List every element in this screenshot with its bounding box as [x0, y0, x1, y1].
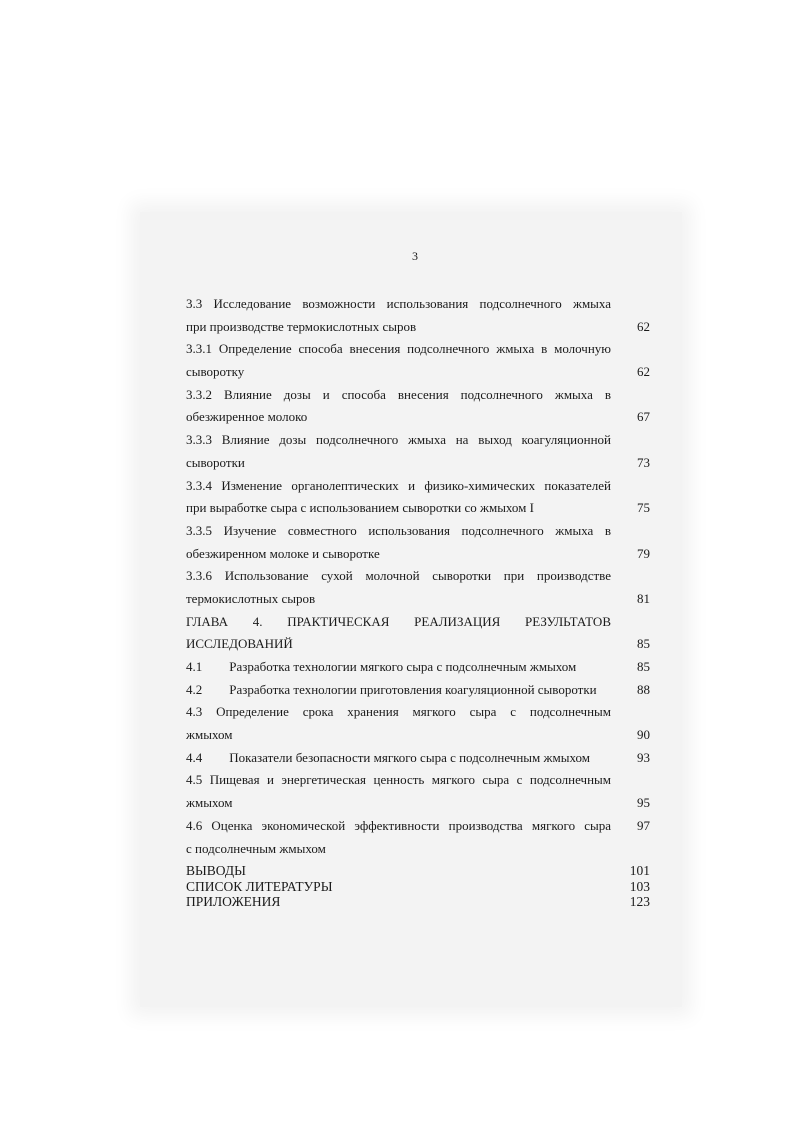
toc-entry-line2: термокислотных сыров [186, 590, 316, 606]
page-ref: 75 [637, 500, 650, 516]
toc-final-entry [186, 863, 650, 879]
toc-entry [186, 475, 650, 520]
toc-final-entry [186, 894, 650, 910]
section-number: 3.3 [186, 296, 203, 311]
toc-entry-line2: сыворотки [186, 454, 245, 470]
toc-entry [186, 338, 650, 383]
section-number: 4.1 [186, 659, 203, 674]
section-number: 3.3.3 [186, 432, 212, 448]
section-number: 4.5 [186, 772, 203, 788]
page-ref: 62 [637, 318, 650, 334]
page-ref: 97 [637, 817, 650, 833]
section-title: Определение способа внесения подсолнечного жмыха в молочную [218, 341, 611, 357]
section-title: Разработка технологии мягкого сыра с подсолнечным жмыхом [229, 659, 577, 674]
toc-entry [186, 429, 650, 474]
section-title: Изучение совместного использования подсолнечного жмыха в [223, 522, 611, 538]
toc-entry [186, 815, 650, 860]
section-number: 4.2 [186, 681, 203, 697]
section-title: Влияние дозы подсолнечного жмыха на выход коагуляционной [221, 432, 611, 448]
page-ref: 101 [629, 863, 650, 879]
page-ref: 90 [637, 727, 650, 743]
toc-entry-line2: обезжиренном молоке и сыворотке [186, 545, 380, 561]
toc-entry-line1 [186, 701, 611, 724]
section-title: Использование сухой молочной сыворотки при производстве [224, 568, 611, 584]
page-ref: 73 [637, 454, 650, 470]
toc-entry [186, 520, 650, 565]
page-ref: 93 [637, 749, 650, 765]
toc-entry-line1 [186, 815, 611, 838]
toc-entry-line1 [186, 565, 611, 588]
toc-entry-line1 [186, 747, 611, 770]
toc-entry-line1 [186, 475, 611, 498]
section-number: 3.3.6 [186, 568, 212, 584]
section-number: 4.6 [186, 817, 203, 833]
toc-final-entry [186, 879, 650, 895]
toc-entry-line1 [186, 384, 611, 407]
toc-entry [186, 679, 650, 702]
section-title: ВЫВОДЫ [186, 863, 246, 879]
section-title: Оценка экономической эффективности производства мягкого сыра [211, 817, 611, 833]
page-ref: 67 [637, 409, 650, 425]
toc-entry-line2: жмыхом [186, 727, 233, 743]
page-ref: 103 [629, 878, 650, 894]
toc-entry-line2: обезжиренное молоко [186, 409, 308, 425]
toc-entry [186, 747, 650, 770]
section-title: Разработка технологии приготовления коагуляционной сыворотки [229, 681, 597, 697]
section-title: Исследование возможности использования подсолнечного жмыха [213, 296, 611, 311]
toc-entry-line2: при производстве термокислотных сыров [186, 318, 417, 334]
section-title: Пищевая и энергетическая ценность мягкого сыра с подсолнечным [209, 772, 611, 788]
toc-entry-line2: ИССЛЕДОВАНИЙ [186, 636, 293, 652]
toc-entry [186, 384, 650, 429]
toc-entry-line1 [186, 656, 611, 679]
section-title: ГЛАВА 4. ПРАКТИЧЕСКАЯ РЕАЛИЗАЦИЯ РЕЗУЛЬТАТОВ [186, 613, 611, 629]
section-number: 3.3.4 [186, 477, 212, 493]
section-number: 3.3.1 [186, 341, 212, 357]
page-number: 3 [412, 249, 418, 263]
toc-entry [186, 769, 650, 814]
toc-entry-line1 [186, 611, 611, 634]
page-ref: 79 [637, 545, 650, 561]
page-ref: 95 [637, 795, 650, 811]
page-ref: 62 [637, 364, 650, 380]
section-number: 3.3.5 [186, 522, 212, 538]
toc-entry [186, 293, 650, 338]
toc-entry-line2: сыворотку [186, 364, 245, 380]
toc-entry [186, 656, 650, 679]
table-of-contents [186, 293, 650, 910]
page-ref: 81 [637, 590, 650, 606]
section-number: 4.4 [186, 749, 203, 765]
toc-entry-line1 [186, 520, 611, 543]
toc-entry-line2: с подсолнечным жмыхом [186, 840, 326, 856]
section-title: Определение срока хранения мягкого сыра с подсолнечным [216, 704, 611, 720]
section-title: Влияние дозы и способа внесения подсолнечного жмыха в [224, 386, 611, 402]
toc-entry-line1 [186, 679, 611, 702]
section-title: Изменение органолептических и физико-химических показателей [221, 477, 611, 493]
section-title: ПРИЛОЖЕНИЯ [186, 894, 281, 910]
section-number: 3.3.2 [186, 386, 212, 402]
section-title: СПИСОК ЛИТЕРАТУРЫ [186, 878, 333, 894]
page-ref: 85 [637, 636, 650, 652]
toc-entry [186, 611, 650, 656]
toc-entry-line2: при выработке сыра с использованием сыворотки со жмыхом I [186, 500, 534, 516]
page-ref: 88 [637, 681, 650, 697]
section-title: Показатели безопасности мягкого сыра с подсолнечным жмыхом [229, 749, 590, 765]
toc-entry [186, 565, 650, 610]
toc-entry-line1 [186, 338, 611, 361]
page-ref: 123 [629, 894, 650, 910]
section-number: 4.3 [186, 704, 203, 720]
page-ref: 85 [637, 659, 650, 674]
toc-entry-line2: жмыхом [186, 795, 233, 811]
toc-entry-line1 [186, 429, 611, 452]
toc-entry-line1 [186, 769, 611, 792]
toc-entry-line1 [186, 293, 611, 316]
toc-entry [186, 701, 650, 746]
